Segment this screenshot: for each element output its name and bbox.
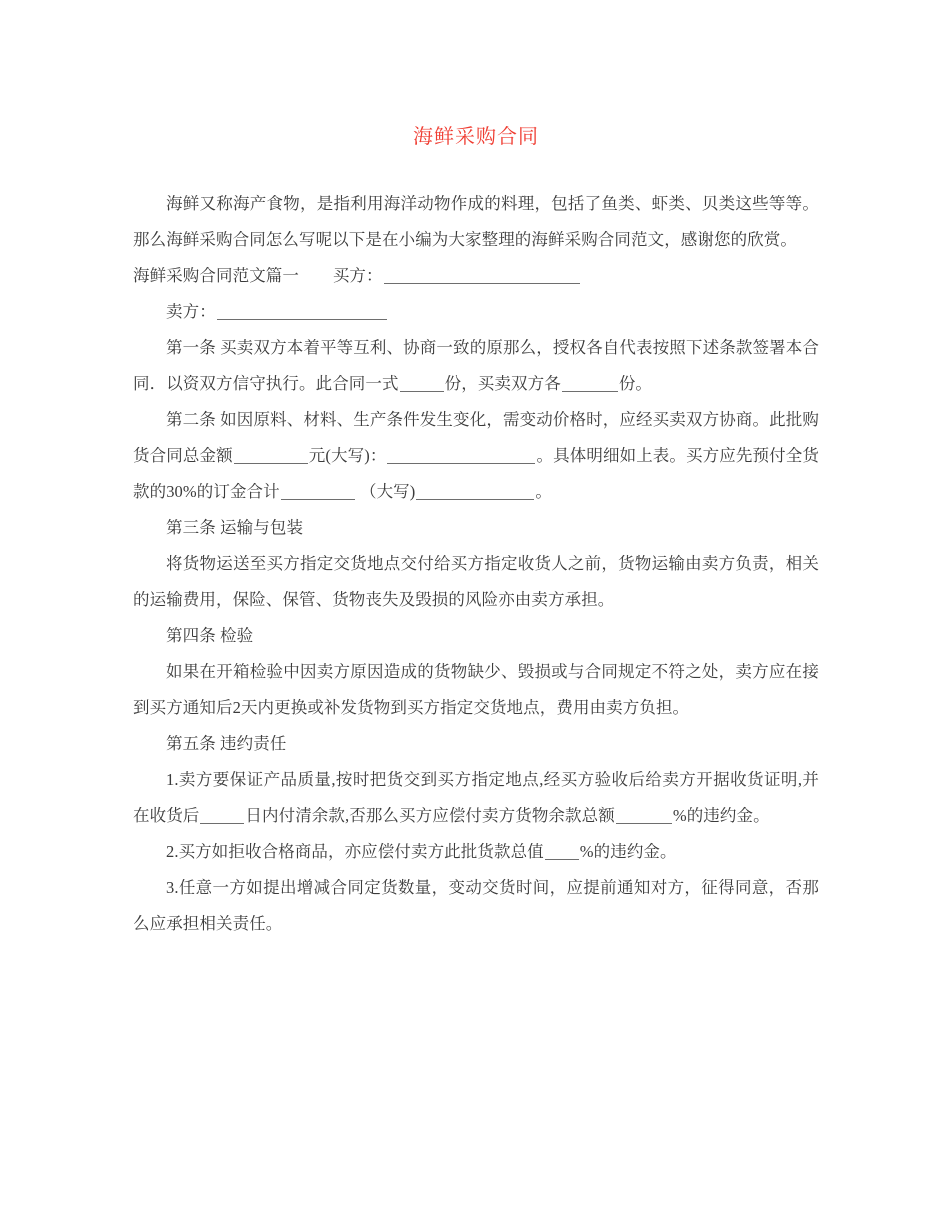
article-5-item-1-blank-2[interactable]: [616, 806, 672, 824]
article-4-marker: 第四条: [166, 626, 216, 645]
seller-line: [133, 294, 819, 330]
article-5-item-1-text-1: 卖方要保证产品质量,按时把货交到买方指定地点,经买方验收后给卖方开据收货证明,并在收货后: [133, 770, 819, 825]
article-2-text-1: 如因原料、材料、生产条件发生变化，需变动价格时，应经买卖双方协商。此批购货合同总金额: [133, 410, 819, 465]
article-5-heading-text: 违约责任: [220, 734, 287, 753]
article-1: [133, 330, 819, 402]
buyer-blank[interactable]: [384, 266, 580, 284]
article-4-heading: [133, 618, 819, 654]
article-1-marker: 第一条: [166, 338, 216, 357]
article-2-blank-2[interactable]: [387, 446, 535, 464]
article-2-text-5: 。: [535, 482, 552, 501]
article-2-text-3: 。具体明细如上表。买方应先预付全货款的30%的订金合计: [133, 446, 819, 501]
article-5-item-1-text-3: %的违约金。: [672, 806, 770, 825]
article-4-body: 如果在开箱检验中因卖方原因造成的货物缺少、毁损或与合同规定不符之处，卖方应在接到买方通知后2天内更换或补发货物到买方指定交货地点，费用由卖方负担。: [133, 662, 819, 717]
article-2-marker: 第二条: [166, 410, 216, 429]
buyer-label: 买方：: [332, 266, 383, 285]
article-5-marker: 第五条: [166, 734, 216, 753]
article-5-item-2-blank-1[interactable]: [545, 842, 579, 860]
article-1-blank-2[interactable]: [562, 374, 618, 392]
article-1-text-1: 买卖双方本着平等互利、协商一致的原那么，授权各自代表按照下述条款签署本合同．以资双方信守执行。此合同一式: [133, 338, 819, 393]
article-3-body: 将货物运送至买方指定交货地点交付给买方指定收货人之前，货物运输由卖方负责，相关的运输费用，保险、保管、货物丧失及毁损的风险亦由卖方承担。: [133, 554, 819, 609]
article-3-marker: 第三条: [166, 518, 216, 537]
article-5-item-1-text-2: 日内付清余款,否那么买方应偿付卖方货物余款总额: [245, 806, 615, 825]
sample-heading-label: 海鲜采购合同范文篇一: [133, 266, 299, 285]
article-5-item-1-blank-1[interactable]: [200, 806, 244, 824]
article-2: [133, 402, 819, 510]
document-body: [133, 186, 819, 942]
intro-paragraph: 海鲜又称海产食物，是指利用海洋动物作成的料理，包括了鱼类、虾类、贝类这些等等。那么海鲜采购合同怎么写呢以下是在小编为大家整理的海鲜采购合同范文，感谢您的欣赏。: [133, 194, 819, 249]
article-5-item-1-number: 1.: [166, 770, 179, 789]
article-5-item-2-text-1: 买方如拒收合格商品，亦应偿付卖方此批货款总值: [178, 842, 544, 861]
article-1-blank-1[interactable]: [400, 374, 444, 392]
sample-heading-line: [133, 258, 819, 294]
article-3-heading: [133, 510, 819, 546]
article-5-item-1: [133, 762, 819, 834]
article-2-text-4: （大写): [359, 482, 416, 501]
article-3-heading-text: 运输与包装: [220, 518, 304, 537]
article-5-item-2-text-2: %的违约金。: [579, 842, 677, 861]
article-1-text-3: 份。: [618, 374, 653, 393]
article-5-item-3-text-1: 任意一方如提出增减合同定货数量，变动交货时间，应提前通知对方，征得同意，否那么应承担相关责任。: [133, 878, 819, 933]
seller-blank[interactable]: [217, 302, 387, 320]
article-5-item-2: [133, 834, 819, 870]
article-5-item-3: [133, 870, 819, 942]
article-2-text-2: 元(大写)：: [308, 446, 387, 465]
article-5-item-2-number: 2.: [166, 842, 179, 861]
article-2-blank-4[interactable]: [416, 482, 534, 500]
page-title: 海鲜采购合同: [413, 126, 539, 148]
seller-label: 卖方：: [166, 302, 216, 321]
article-5-heading: [133, 726, 819, 762]
article-5-item-3-number: 3.: [166, 878, 179, 897]
article-2-blank-3[interactable]: [281, 482, 355, 500]
article-1-text-2: 份，买卖双方各: [444, 374, 561, 393]
article-4-heading-text: 检验: [220, 626, 254, 645]
article-2-blank-1[interactable]: [234, 446, 308, 464]
